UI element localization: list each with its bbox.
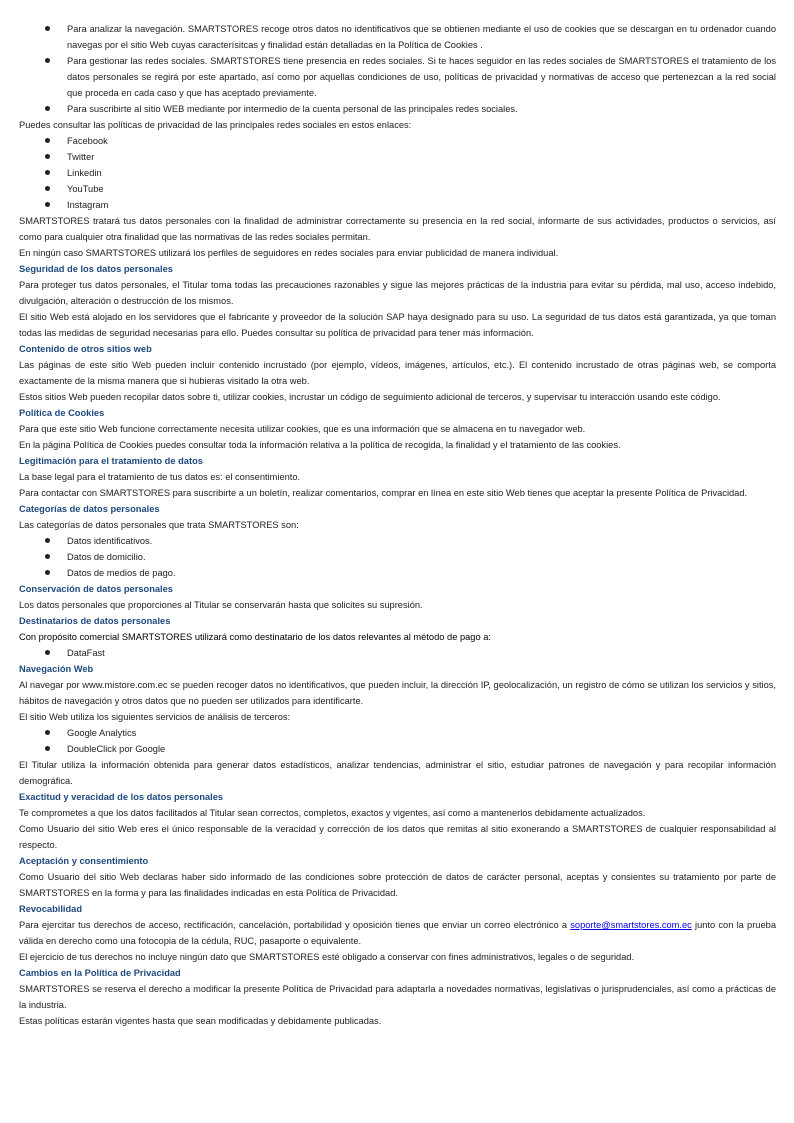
paragraph [19, 917, 776, 949]
list-item: Datos de medios de pago. [19, 565, 776, 581]
section-heading: Política de Cookies [19, 408, 105, 418]
paragraph: El sitio Web utiliza los siguientes servicios de análisis de terceros: [19, 712, 291, 722]
paragraph: Para proteger tus datos personales, el Titular toma todas las precauciones razonables y sigue las mejores prácticas de la industria para evitar su pérdida, mal uso, acceso indebido, divulgación, alteración o destrucción de los mismos. [19, 280, 776, 306]
paragraph: Estas políticas estarán vigentes hasta que sean modificadas y debidamente publicadas. [19, 1016, 382, 1026]
paragraph: Las páginas de este sitio Web pueden incluir contenido incrustado (por ejemplo, vídeos, imágenes, artículos, etc.). El contenido incrustado de otras páginas web, se comporta exactamente de la misma manera que si hubieras visitado la otra web. [19, 360, 776, 386]
list-item-twitter: Twitter [19, 149, 776, 165]
paragraph: Al navegar por www.mistore.com.ec se pueden recoger datos no identificativos, que pueden incluir, la dirección IP, geolocalización, un registro de cómo se utilizan los servicios y sitios, hábitos de navegación y otros datos que no pueden ser utilizados para identificarte. [19, 680, 776, 706]
paragraph: SMARTSTORES tratará tus datos personales con la finalidad de administrar correctamente su presencia en la red social, informarte de sus actividades, productos o servicios, así como para cualquier otra finalidad que las normativas de las redes sociales permitan. [19, 216, 776, 242]
paragraph: Puedes consultar las políticas de privacidad de las principales redes sociales en estos enlaces: [19, 120, 412, 130]
paragraph: Te comprometes a que los datos facilitados al Titular sean correctos, completos, exactos y vigentes, así como a mantenerlos debidamente actualizados. [19, 808, 646, 818]
list-item: Datos identificativos. [19, 533, 776, 549]
paragraph: El sitio Web está alojado en los servidores que el fabricante y proveedor de la solución SAP haya designado para su uso. La seguridad de tus datos está garantizada, ya que toman todas las medidas de seguridad necesarias para ello. Puedes consultar su política de privacidad para tener más información. [19, 312, 776, 338]
list-item: Para gestionar las redes sociales. SMARTSTORES tiene presencia en redes sociales. Si te haces seguidor en las redes sociales de SMARTSTORES el tratamiento de los datos personales se regirá por este apartado, así como por aquellas condiciones de uso, políticas de privacidad y normativas de acceso que pertenezcan a la red social que proceda en cada caso y que has aceptado previamente. [19, 53, 776, 101]
revocability-text-after: junto con la prueba válida en derecho como una fotocopia de la cédula, RUC, pasaporte o equivalente. [19, 920, 776, 946]
list-item: Para suscribirte al sitio WEB mediante por intermedio de la cuenta personal de las principales redes sociales. [19, 101, 776, 117]
section-heading: Categorías de datos personales [19, 504, 160, 514]
paragraph: El Titular utiliza la información obtenida para generar datos estadísticos, analizar tendencias, administrar el sitio, estudiar patrones de navegación y para recopilar información demográfica. [19, 760, 776, 786]
section-heading: Legitimación para el tratamiento de datos [19, 456, 203, 466]
list-item-youtube: YouTube [19, 181, 776, 197]
section-heading: Seguridad de los datos personales [19, 264, 173, 274]
section-heading: Cambios en la Política de Privacidad [19, 968, 181, 978]
list-item-facebook: Facebook [19, 133, 776, 149]
support-email-link[interactable]: soporte@smartstores.com.ec [570, 920, 692, 930]
paragraph: Para contactar con SMARTSTORES para suscribirte a un boletín, realizar comentarios, comprar en línea en este sitio Web tienes que aceptar la presente Política de Privacidad. [19, 488, 748, 498]
paragraph: Estos sitios Web pueden recopilar datos sobre ti, utilizar cookies, incrustar un código de seguimiento adicional de terceros, y supervisar tu interacción usando este código. [19, 392, 721, 402]
section-heading: Exactitud y veracidad de los datos personales [19, 792, 224, 802]
list-item: Para analizar la navegación. SMARTSTORES recoge otros datos no identificativos que se obtienen mediante el uso de cookies que se descargan en tu ordenador cuando navegas por el sitio Web cuyas caracterísitcas y finalidad están detalladas en la Política de Cookies . [19, 21, 776, 53]
paragraph: La base legal para el tratamiento de tus datos es: el consentimiento. [19, 472, 301, 482]
paragraph: Los datos personales que proporciones al Titular se conservarán hasta que solicites su supresión. [19, 600, 423, 610]
list-item: DoubleClick por Google [19, 741, 776, 757]
paragraph: En ningún caso SMARTSTORES utilizará los perfiles de seguidores en redes sociales para enviar publicidad de manera individual. [19, 248, 559, 258]
paragraph: Las categorías de datos personales que trata SMARTSTORES son: [19, 520, 299, 530]
section-heading: Contenido de otros sitios web [19, 344, 152, 354]
list-item-instagram: Instagram [19, 197, 776, 213]
paragraph: Como Usuario del sitio Web declaras haber sido informado de las condiciones sobre protección de datos de carácter personal, aceptas y consientes su tratamiento por parte de SMARTSTORES en la forma y para las finalidades indicadas en esta Política de Privacidad. [19, 872, 776, 898]
list-item: DataFast [19, 645, 776, 661]
section-heading: Revocabilidad [19, 904, 83, 914]
paragraph: Con propósito comercial SMARTSTORES utilizará como destinatario de los datos relevantes al método de pago a: [19, 632, 491, 642]
list-item: Google Analytics [19, 725, 776, 741]
section-heading: Destinatarios de datos personales [19, 616, 171, 626]
section-heading: Navegación Web [19, 664, 94, 674]
list-item-linkedin: Linkedin [19, 165, 776, 181]
paragraph: Para que este sitio Web funcione correctamente necesita utilizar cookies, que es una información que se almacena en tu navegador web. [19, 424, 586, 434]
section-heading: Conservación de datos personales [19, 584, 173, 594]
paragraph: SMARTSTORES se reserva el derecho a modificar la presente Política de Privacidad para adaptarla a novedades normativas, legislativas o jurisprudenciales, así como a prácticas de la industria. [19, 984, 776, 1010]
section-heading: Aceptación y consentimiento [19, 856, 149, 866]
revocability-text-before: Para ejercitar tus derechos de acceso, rectificación, cancelación, portabilidad y oposición tienes que enviar un correo electrónico a [19, 920, 571, 930]
paragraph: Como Usuario del sitio Web eres el único responsable de la veracidad y corrección de los datos que remitas al sitio exonerando a SMARTSTORES de cualquier responsabilidad al respecto. [19, 824, 776, 850]
list-item: Datos de domicilio. [19, 549, 776, 565]
paragraph: En la página Política de Cookies puedes consultar toda la información relativa a la política de recogida, la finalidad y el tratamiento de las cookies. [19, 440, 621, 450]
paragraph: El ejercicio de tus derechos no incluye ningún dato que SMARTSTORES esté obligado a conservar con fines administrativos, legales o de seguridad. [19, 952, 635, 962]
